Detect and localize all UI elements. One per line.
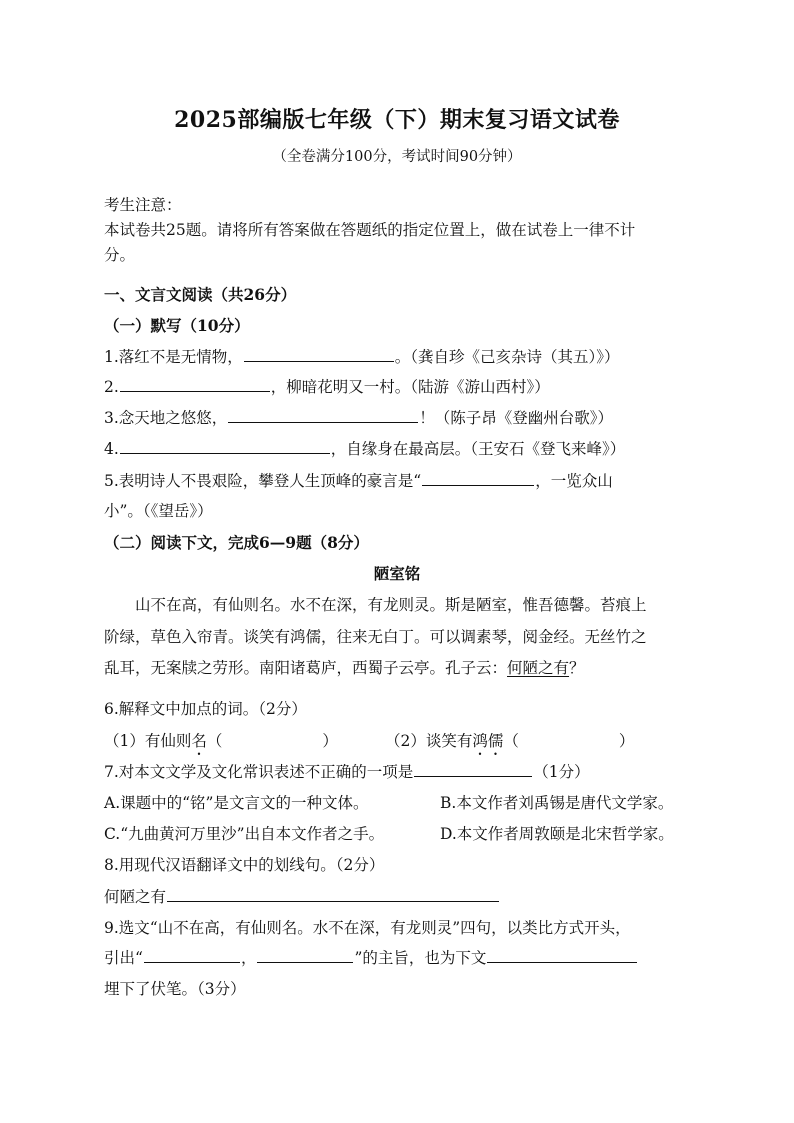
question-5-post: ，一览众山 [535, 472, 613, 490]
question-3-answer-blank[interactable] [228, 421, 418, 423]
q9-answer-blank-1[interactable] [144, 961, 240, 963]
question-6-stem: 6.解释文中加点的词。（2分） [104, 700, 307, 718]
notice-line-1: 本试卷共25题。请将所有答案做在答题纸的指定位置上，做在试卷上一律不计 [104, 221, 636, 239]
question-6-item-1 [104, 729, 338, 759]
q9-text-b: ， [240, 949, 257, 967]
question-4 [104, 437, 625, 459]
q6-item-2-open-paren: （ [503, 732, 519, 750]
question-1-answer-blank[interactable] [244, 360, 394, 362]
question-6-item-2 [385, 729, 634, 759]
question-9-line-3: 埋下了伏笔。（3分） [104, 980, 246, 998]
q8-prompt: 何陋之有 [104, 888, 167, 906]
question-5-pre: 5.表明诗人不畏艰险，攀登人生顶峰的豪言是“ [104, 472, 422, 490]
passage-line-3 [104, 656, 585, 678]
question-3 [104, 406, 613, 428]
question-4-pre: 4. [104, 440, 119, 458]
q8-answer-blank[interactable] [167, 900, 499, 902]
exam-title: 2025部编版七年级（下）期末复习语文试卷 [174, 107, 620, 133]
question-3-pre: 3.念天地之悠悠， [104, 409, 228, 427]
q6-item-2-label: （2）谈笑有 [385, 732, 473, 750]
q6-item-1-label: （1）有仙则 [104, 732, 192, 750]
q7-points: （1分） [533, 763, 590, 781]
question-5 [104, 469, 613, 491]
question-2 [104, 375, 550, 397]
section-1-heading: 一、文言文阅读（共26分） [104, 285, 297, 304]
question-2-post: ，柳暗花明又一村。（陆游《游山西村》） [270, 378, 550, 396]
passage-line-3-end: ？ [569, 659, 585, 677]
q6-item-1-close-paren: ） [322, 732, 338, 750]
q7-option-a: A.课题中的“铭”是文言文的一种文体。 [104, 794, 369, 812]
question-3-post: ！（陈子昂《登幽州台歌》） [419, 409, 614, 427]
q7-option-d: D.本文作者周敦颐是北宋哲学家。 [440, 825, 674, 843]
passage-line-3-text: 乱耳，无案牍之劳形。南阳诸葛庐，西蜀子云亭。孔子云： [104, 659, 508, 677]
notice-line-2: 分。 [104, 246, 136, 264]
q6-item-2-close-paren: ） [618, 732, 635, 750]
q6-item-2-dotted-word: 鸿儒 [472, 732, 504, 750]
question-1-pre: 1.落红不是无情物， [104, 348, 243, 366]
q6-item-1-open-paren: （ [206, 732, 223, 750]
question-9-line-1: 9.选文“山不在高，有仙则名。水不在深，有龙则灵”四句，以类比方式开头， [104, 919, 631, 937]
notice-heading: 考生注意： [104, 196, 182, 214]
q6-item-1-dotted-word: 名 [191, 732, 207, 750]
part-2-heading: （二）阅读下文，完成6—9题（8分） [104, 533, 369, 552]
q9-answer-blank-3[interactable] [487, 961, 637, 963]
question-4-answer-blank[interactable] [120, 452, 330, 454]
q7-option-c: C.“九曲黄河万里沙”出自本文作者之手。 [104, 825, 385, 843]
question-1-post: 。（龚自珍《己亥杂诗（其五）》） [394, 348, 620, 366]
part-1-heading: （一）默写（10分） [104, 316, 250, 335]
q7-option-b: B.本文作者刘禹锡是唐代文学家。 [440, 794, 674, 812]
q9-text-c: ”的主旨，也为下文 [354, 949, 487, 967]
q9-text-a: 引出“ [104, 949, 143, 967]
q7-answer-blank[interactable] [414, 775, 532, 777]
question-7-stem [104, 760, 590, 782]
question-1 [104, 345, 620, 367]
question-8-stem: 8.用现代汉语翻译文中的划线句。（2分） [104, 856, 385, 874]
question-8-answer-line [104, 885, 500, 907]
question-2-pre: 2. [104, 378, 119, 396]
passage-line-2: 阶绿，草色入帘青。谈笑有鸿儒，往来无白丁。可以调素琴，阅金经。无丝竹之 [104, 628, 647, 646]
question-5-answer-blank[interactable] [422, 484, 534, 486]
passage-line-1: 山不在高，有仙则名。水不在深，有龙则灵。斯是陋室，惟吾德馨。苔痕上 [135, 596, 647, 614]
question-9-line-2 [104, 946, 638, 968]
q9-answer-blank-2[interactable] [257, 961, 353, 963]
passage-title: 陋室铭 [373, 564, 421, 583]
exam-subtitle: （全卷满分100分，考试时间90分钟） [272, 149, 522, 165]
question-4-post: ，自缘身在最高层。（王安石《登飞来峰》） [330, 440, 626, 458]
underlined-sentence: 何陋之有 [507, 659, 570, 677]
question-5-line-2: 小”。（《望岳》） [104, 502, 213, 520]
question-2-answer-blank[interactable] [120, 390, 270, 392]
q7-stem-text: 7.对本文文学及文化常识表述不正确的一项是 [104, 763, 414, 781]
